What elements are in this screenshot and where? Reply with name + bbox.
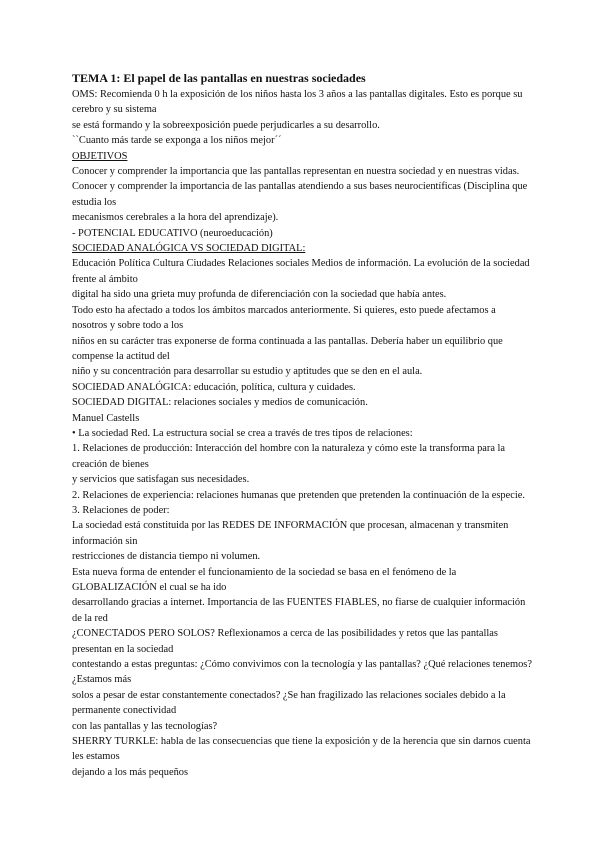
text-line: - POTENCIAL EDUCATIVO (neuroeducación) (72, 227, 273, 239)
document-body (72, 87, 532, 780)
document-title: TEMA 1: El papel de las pantallas en nuestras sociedades (72, 71, 366, 85)
section-heading: SOCIEDAD ANALÓGICA VS SOCIEDAD DIGITAL: (72, 243, 306, 255)
text-line: niños en su carácter tras exponerse de forma continuada a las pantallas. Debería haber un equilibrio que compense la actitud del (72, 335, 503, 362)
text-line: mecanismos cerebrales a la hora del aprendizaje). (72, 212, 279, 224)
text-line: ``Cuanto más tarde se exponga a los niños mejor´´ (72, 135, 282, 147)
text-line: Conocer y comprender la importancia de las pantallas atendiendo a sus bases neurocientíficas (Disciplina que estudia los (72, 181, 528, 208)
text-line: ¿CONECTADOS PERO SOLOS? Reflexionamos a cerca de las posibilidades y retos que las pantallas presentan en la sociedad (72, 628, 498, 655)
text-line: 2. Relaciones de experiencia: relaciones humanas que pretenden que pretenden la continuación de la especie. (72, 489, 525, 501)
text-line: • La sociedad Red. La estructura social se crea a través de tres tipos de relaciones: (72, 427, 413, 439)
text-line: 3. Relaciones de poder: (72, 504, 170, 516)
text-line: Esta nueva forma de entender el funcionamiento de la sociedad se basa en el fenómeno de la GLOBALIZACIÓN el cual se ha ido (72, 566, 457, 593)
text-line: desarrollando gracias a internet. Importancia de las FUENTES FIABLES, no fiarse de cualquier información de la red (72, 597, 526, 624)
text-line: Educación Política Cultura Ciudades Relaciones sociales Medios de información. La evolución de la sociedad frente al ámbito (72, 258, 530, 285)
text-line: 1. Relaciones de producción: Interacción del hombre con la naturaleza y cómo este la transforma para la creación de bienes (72, 443, 506, 470)
document-page (72, 70, 532, 780)
text-line: SHERRY TURKLE: habla de las consecuencias que tiene la exposición y de la herencia que sin darnos cuenta les estamos (72, 736, 531, 763)
text-line: SOCIEDAD DIGITAL: relaciones sociales y medios de comunicación. (72, 397, 368, 409)
text-line: niño y su concentración para desarrollar su estudio y aptitudes que se den en el aula. (72, 366, 423, 378)
text-line: contestando a estas preguntas: ¿Cómo convivimos con la tecnología y las pantallas? ¿Qué relaciones tenemos? ¿Estamos más (72, 659, 532, 686)
text-line: Manuel Castells (72, 412, 140, 424)
text-line: Conocer y comprender la importancia que las pantallas representan en nuestra sociedad y en nuestras vidas. (72, 166, 520, 178)
section-heading: OBJETIVOS (72, 150, 128, 162)
text-line: solos a pesar de estar constantemente conectados? ¿Se han fragilizado las relaciones sociales debido a la permanente conectividad (72, 689, 506, 717)
text-line: Todo esto ha afectado a todos los ámbitos marcados anteriormente. Si quieres, esto puede afectamos a nosotros y sobre todo a los (72, 304, 496, 332)
text-line: OMS: Recomienda 0 h la exposición de los niños hasta los 3 años a las pantallas digitales. Esto es porque su cerebro y su sistema (72, 89, 523, 116)
text-line: se está formando y la sobreexposición puede perjudicarles a su desarrollo. (72, 119, 380, 131)
text-line: con las pantallas y las tecnologías? (72, 720, 218, 732)
text-line: y servicios que satisfagan sus necesidades. (72, 474, 250, 486)
text-line: restricciones de distancia tiempo ni volumen. (72, 551, 261, 563)
text-line: SOCIEDAD ANALÓGICA: educación, política, cultura y cuidades. (72, 381, 356, 393)
text-line: La sociedad está constituida por las REDES DE INFORMACIÓN que procesan, almacenan y transmiten información sin (72, 520, 509, 547)
text-line: dejando a los más pequeños (72, 766, 189, 778)
text-line: digital ha sido una grieta muy profunda de diferenciación con la sociedad que había antes. (72, 289, 447, 301)
